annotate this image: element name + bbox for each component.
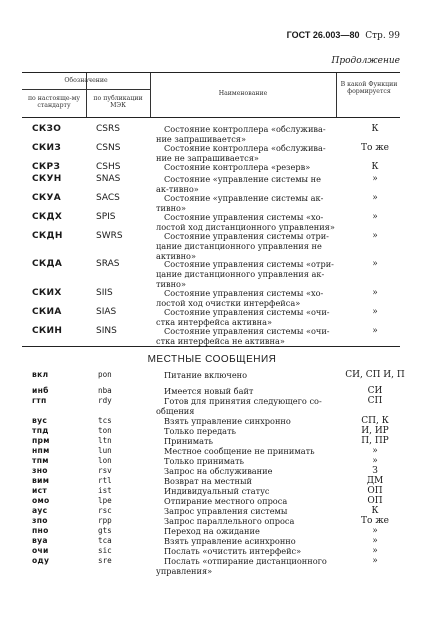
code-standard: ист [32, 486, 48, 495]
code-standard: прм [32, 436, 50, 445]
column-divider [336, 73, 337, 117]
code-iec: sic [98, 546, 112, 555]
code-standard: вус [32, 416, 48, 425]
row-name: Состояние контроллера «обслужива-ние запрашивается» [156, 124, 326, 144]
row-function: СИ, СП И, П [345, 370, 405, 380]
row-name: Запрос на обслуживание [164, 466, 273, 476]
code-iec: tca [98, 536, 112, 545]
row-name: Отпирание местного опроса [164, 496, 288, 506]
row-name: Состояние управления системы «отри-цание дистанционного управления ак-тивно» [156, 259, 334, 289]
code-standard: омо [32, 496, 50, 505]
code-iec: ton [98, 426, 112, 435]
row-function: » [372, 526, 378, 536]
row-function: ОП [367, 496, 383, 506]
row-name: Только принимать [164, 456, 245, 466]
code-iec: rdy [98, 396, 112, 405]
code-iec: ist [98, 486, 112, 495]
code-iec: lon [98, 456, 112, 465]
code-standard: нпм [32, 446, 50, 455]
row-function: З [372, 466, 378, 476]
row-function: К [371, 506, 379, 516]
code-standard: СКИН [32, 326, 63, 336]
row-function: » [372, 231, 378, 241]
code-iec: rsc [98, 506, 112, 515]
code-standard: зно [32, 466, 48, 475]
code-standard: тпм [32, 456, 49, 465]
row-name: Возврат на местный [164, 476, 252, 486]
row-name: Взять управление асинхронно [164, 536, 296, 546]
row-name: Готов для принятия следующего со-общения [156, 396, 322, 416]
code-standard: СКДХ [32, 212, 63, 222]
row-function: » [372, 174, 378, 184]
row-function: П, ПР [361, 436, 389, 446]
code-iec: SINS [96, 326, 117, 336]
code-standard: СКЗО [32, 124, 62, 134]
code-iec: CSHS [96, 162, 121, 172]
row-name: Местное сообщение не принимать [164, 446, 315, 456]
column-header-name: Наименование [218, 90, 268, 97]
row-function: СИ [367, 386, 383, 396]
code-iec: lun [98, 446, 112, 455]
code-iec: CSRS [96, 124, 120, 134]
code-standard: СКУА [32, 193, 62, 203]
code-iec: lpe [98, 496, 112, 505]
row-name: Состояние управления системы отри-цание дистанционного управления не активно» [156, 231, 329, 261]
code-standard: гтп [32, 396, 47, 405]
standard-number: ГОСТ 26.003—80 [286, 30, 360, 40]
row-function: » [372, 193, 378, 203]
code-iec: ltn [98, 436, 112, 445]
designation-header: Обозначение [64, 77, 108, 84]
code-standard: СКДН [32, 231, 63, 241]
code-iec: nba [98, 386, 112, 395]
code-iec: SIAS [96, 307, 117, 317]
code-standard: СКИА [32, 307, 62, 317]
code-iec: SNAS [96, 174, 121, 184]
table-header [22, 72, 400, 118]
row-name: Состояние контроллера «резерв» [164, 162, 311, 172]
code-standard: пно [32, 526, 49, 535]
row-function: » [372, 546, 378, 556]
row-name: Состояние управления системы «хо-лостой ход очистки интерфейса» [156, 288, 324, 308]
code-iec: rpp [98, 516, 112, 525]
row-function: » [372, 456, 378, 466]
code-iec: pon [98, 370, 112, 379]
row-function: ОП [367, 486, 383, 496]
row-name: Переход на ожидание [164, 526, 260, 536]
column-header-function: В какой Функции формируется [340, 81, 398, 96]
row-name: Состояние «управление системы ак-тивно» [156, 193, 324, 213]
code-iec: sre [98, 556, 112, 565]
row-function: То же [361, 143, 389, 153]
row-function: СП, К [361, 416, 389, 426]
row-name: Только передать [164, 426, 236, 436]
code-standard: СКУН [32, 174, 62, 184]
code-iec: rsv [98, 466, 112, 475]
code-iec: SWRS [96, 231, 123, 241]
row-function: » [372, 326, 378, 336]
row-function: » [372, 307, 378, 317]
code-iec: tcs [98, 416, 112, 425]
column-divider [150, 73, 151, 117]
code-standard: вкл [32, 370, 49, 379]
row-name: Питание включено [164, 370, 248, 380]
code-iec: SIIS [96, 288, 113, 298]
code-standard: очи [32, 546, 49, 555]
row-function: » [372, 288, 378, 298]
row-name: Послать «отпирание дистанционного управления» [156, 556, 327, 576]
code-iec: SRAS [96, 259, 120, 269]
code-standard: СКИХ [32, 288, 62, 298]
continuation-label: Продолжение [331, 56, 400, 66]
row-function: И, ИР [361, 426, 389, 436]
column-header-standard: по настояще-му стандарту [27, 95, 81, 110]
code-standard: инб [32, 386, 49, 395]
row-name: Состояние управления системы «хо-лостой ход дистанционного управления» [156, 212, 335, 232]
row-function: » [372, 212, 378, 222]
code-iec: SACS [96, 193, 120, 203]
code-iec: rtl [98, 476, 112, 485]
page-header [287, 30, 400, 41]
code-standard: вим [32, 476, 50, 485]
row-function: К [371, 124, 379, 134]
row-name: Послать «очистить интерфейс» [164, 546, 302, 556]
row-function: СП [367, 396, 383, 406]
row-name: Взять управление синхронно [164, 416, 291, 426]
row-function: ДМ [366, 476, 384, 486]
header-subdivider [22, 89, 150, 90]
column-header-iec: по публикации МЭК [93, 95, 143, 110]
row-function: То же [361, 516, 389, 526]
code-standard: аус [32, 506, 48, 515]
row-name: Имеется новый байт [164, 386, 254, 396]
row-function: К [371, 162, 379, 172]
section-title: МЕСТНЫЕ СООБЩЕНИЯ [147, 354, 277, 365]
code-standard: тпд [32, 426, 49, 435]
code-iec: CSNS [96, 143, 121, 153]
code-iec: gts [98, 526, 112, 535]
row-name: Запрос управления системы [164, 506, 288, 516]
row-name: Состояние «управление системы не ак-тивно» [156, 174, 321, 194]
row-function: » [372, 259, 378, 269]
row-name: Состояние управления системы «очи-стка интерфейса не активна» [156, 326, 330, 346]
row-function: » [372, 446, 378, 456]
row-function: » [372, 556, 378, 566]
section-rule [22, 346, 400, 347]
code-standard: оду [32, 556, 50, 565]
row-function: » [372, 536, 378, 546]
row-name: Состояние управления системы «очи-стка интерфейса активна» [156, 307, 330, 327]
code-standard: зпо [32, 516, 48, 525]
page-number: Стр. 99 [365, 31, 400, 41]
row-name: Индивидуальный статус [164, 486, 270, 496]
row-name: Принимать [164, 436, 213, 446]
code-standard: вуа [32, 536, 48, 545]
code-standard: СКИЗ [32, 143, 62, 153]
code-iec: SPIS [96, 212, 116, 222]
row-name: Запрос параллельного опроса [164, 516, 295, 526]
code-standard: СКДА [32, 259, 63, 269]
code-standard: СКРЗ [32, 162, 61, 172]
row-name: Состояние контроллера «обслужива-ние не запрашивается» [156, 143, 326, 163]
